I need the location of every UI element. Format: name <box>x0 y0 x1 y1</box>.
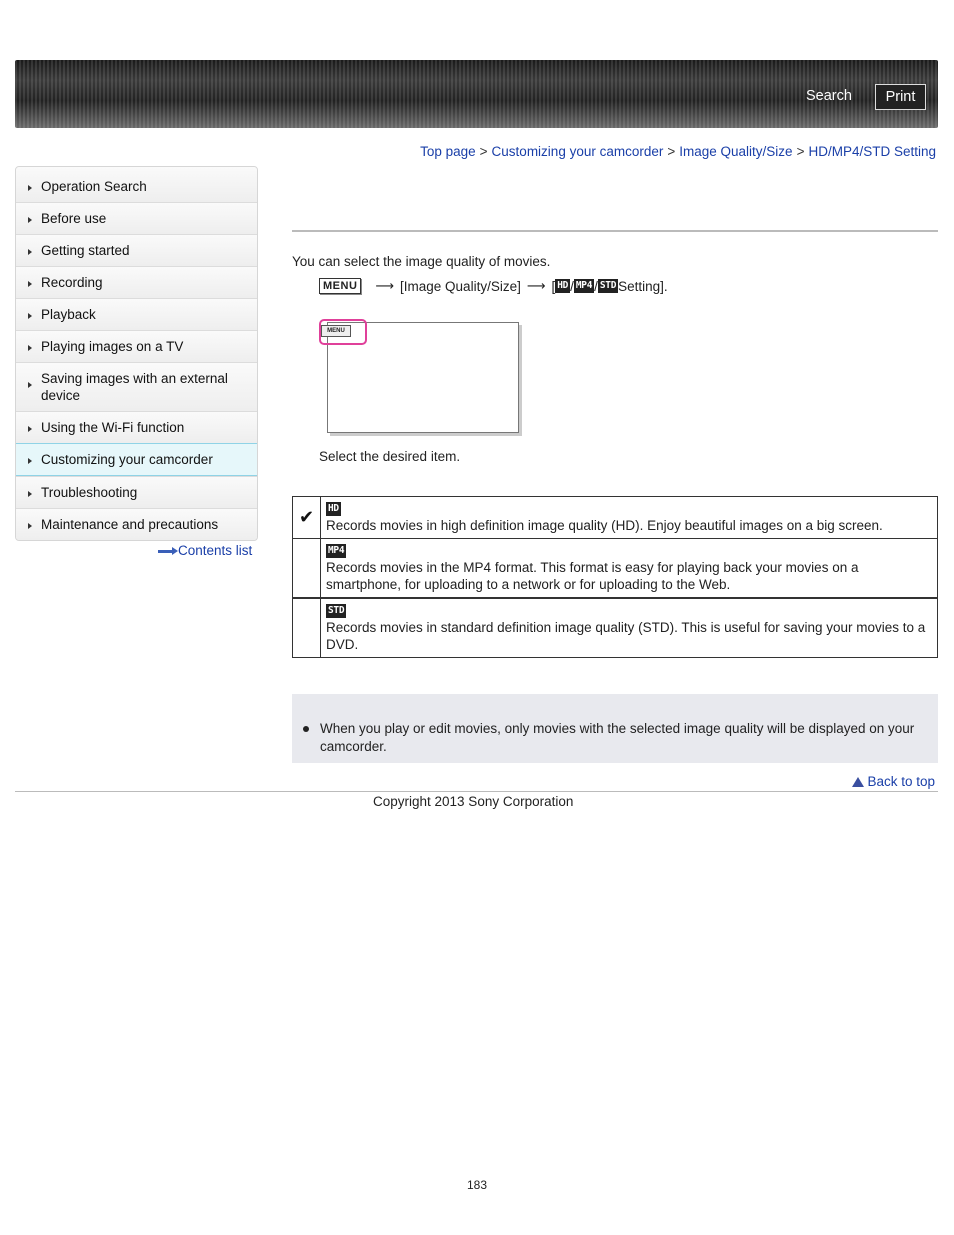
std-quality-icon: STD <box>328 605 345 617</box>
breadcrumb-image-quality[interactable]: Image Quality/Size <box>679 144 793 159</box>
options-table <box>292 496 938 658</box>
print-button[interactable]: Print <box>875 84 926 110</box>
sidebar-item-label: Before use <box>41 211 107 226</box>
table-row <box>293 598 938 658</box>
contents-list-label: Contents list <box>178 543 253 558</box>
sidebar-item-playing-on-tv[interactable] <box>16 330 257 362</box>
breadcrumb-separator: > <box>479 144 488 159</box>
title-divider <box>292 230 938 232</box>
hd-quality-icon: HD <box>557 280 569 291</box>
sidebar-item-label: Getting started <box>41 243 130 258</box>
sidebar-item-customizing[interactable] <box>15 443 258 476</box>
menu-highlight-frame <box>319 319 367 345</box>
arrow-icon: ⟶ <box>526 278 546 293</box>
header-bar <box>15 60 938 128</box>
triangle-right-icon <box>28 345 32 351</box>
checkmark-icon: ✔ <box>298 507 315 527</box>
std-quality-icon: STD <box>599 280 617 291</box>
menu-path-image-quality: [Image Quality/Size] <box>400 278 521 294</box>
menu-path-open-bracket: [ <box>551 278 556 294</box>
option-description: Records movies in the MP4 format. This format is easy for playing back your movies on a smartphone, for uploading to a network or for uploading to the Web. <box>326 560 859 592</box>
page-number: 183 <box>466 1178 488 1192</box>
lcd-screen-illustration <box>327 322 519 433</box>
breadcrumb-top-page[interactable]: Top page <box>420 144 476 159</box>
sidebar-item-recording[interactable] <box>16 266 257 298</box>
sidebar-item-label: Recording <box>41 275 103 290</box>
menu-key-icon: MENU <box>319 278 361 294</box>
triangle-right-icon <box>28 281 32 287</box>
triangle-right-icon <box>28 185 32 191</box>
contents-list-link[interactable] <box>158 543 252 558</box>
sidebar-item-label: Playback <box>41 307 96 322</box>
sidebar-item-label: Using the Wi-Fi function <box>41 420 185 435</box>
triangle-right-icon <box>28 249 32 255</box>
back-to-top-link[interactable] <box>852 774 935 789</box>
breadcrumb-customizing[interactable]: Customizing your camcorder <box>491 144 664 159</box>
sidebar-item-label: Playing images on a TV <box>41 339 184 354</box>
sidebar-nav <box>15 166 258 541</box>
option-description: Records movies in standard definition image quality (STD). This is useful for saving your movies to a DVD. <box>326 620 926 652</box>
arrow-icon: ⟶ <box>375 278 395 293</box>
triangle-right-icon <box>28 426 32 432</box>
sidebar-item-label: Troubleshooting <box>41 485 138 500</box>
table-row <box>293 497 938 539</box>
triangle-right-icon <box>28 217 32 223</box>
menu-path <box>319 278 668 294</box>
select-instruction: Select the desired item. <box>319 449 461 464</box>
triangle-right-icon <box>28 491 32 497</box>
triangle-right-icon <box>28 313 32 319</box>
table-row <box>293 539 938 599</box>
sidebar-item-label: Customizing your camcorder <box>41 452 213 467</box>
copyright-text: Copyright 2013 Sony Corporation <box>373 794 574 809</box>
breadcrumb-separator: > <box>796 144 805 159</box>
note-box <box>292 694 938 763</box>
triangle-right-icon <box>28 382 32 388</box>
sidebar-item-getting-started[interactable] <box>16 234 257 266</box>
sidebar-item-maintenance[interactable] <box>16 508 257 540</box>
sidebar-item-saving-images[interactable] <box>16 362 257 411</box>
check-cell <box>293 598 321 658</box>
breadcrumb <box>420 144 936 159</box>
sidebar-item-operation-search[interactable] <box>16 167 257 202</box>
sidebar-item-troubleshooting[interactable] <box>16 476 257 508</box>
sidebar-item-label: Maintenance and precautions <box>41 517 219 532</box>
sidebar-item-label: Saving images with an external device <box>41 371 228 403</box>
option-cell <box>321 497 938 539</box>
footer-divider <box>15 791 938 792</box>
breadcrumb-current[interactable]: HD/MP4/STD Setting <box>808 144 936 159</box>
sidebar-item-before-use[interactable] <box>16 202 257 234</box>
sidebar-item-playback[interactable] <box>16 298 257 330</box>
sidebar-item-label: Operation Search <box>41 179 147 194</box>
menu-button-illustration: MENU <box>321 325 351 337</box>
menu-path-slash: / <box>570 278 574 294</box>
triangle-right-icon <box>28 523 32 529</box>
option-description: Records movies in high definition image quality (HD). Enjoy beautiful images on a big screen. <box>326 518 883 533</box>
hd-quality-icon: HD <box>328 503 339 515</box>
note-text: When you play or edit movies, only movies with the selected image quality will be displayed on your camcorder. <box>320 721 915 754</box>
option-cell <box>321 598 938 658</box>
triangle-up-icon <box>852 777 864 787</box>
triangle-right-icon <box>28 458 32 464</box>
option-cell <box>321 539 938 599</box>
breadcrumb-separator: > <box>667 144 676 159</box>
search-link[interactable]: Search <box>806 88 852 104</box>
arrow-right-icon <box>158 547 178 555</box>
menu-path-setting: Setting]. <box>618 278 668 294</box>
menu-path-slash: / <box>594 278 598 294</box>
check-cell <box>293 497 321 539</box>
back-to-top-label: Back to top <box>867 774 935 789</box>
mp4-quality-icon: MP4 <box>575 280 593 291</box>
sidebar-item-wifi[interactable] <box>16 411 257 443</box>
mp4-quality-icon: MP4 <box>328 545 345 557</box>
bullet-icon <box>303 726 309 732</box>
intro-text: You can select the image quality of movies. <box>292 254 551 269</box>
check-cell <box>293 539 321 599</box>
